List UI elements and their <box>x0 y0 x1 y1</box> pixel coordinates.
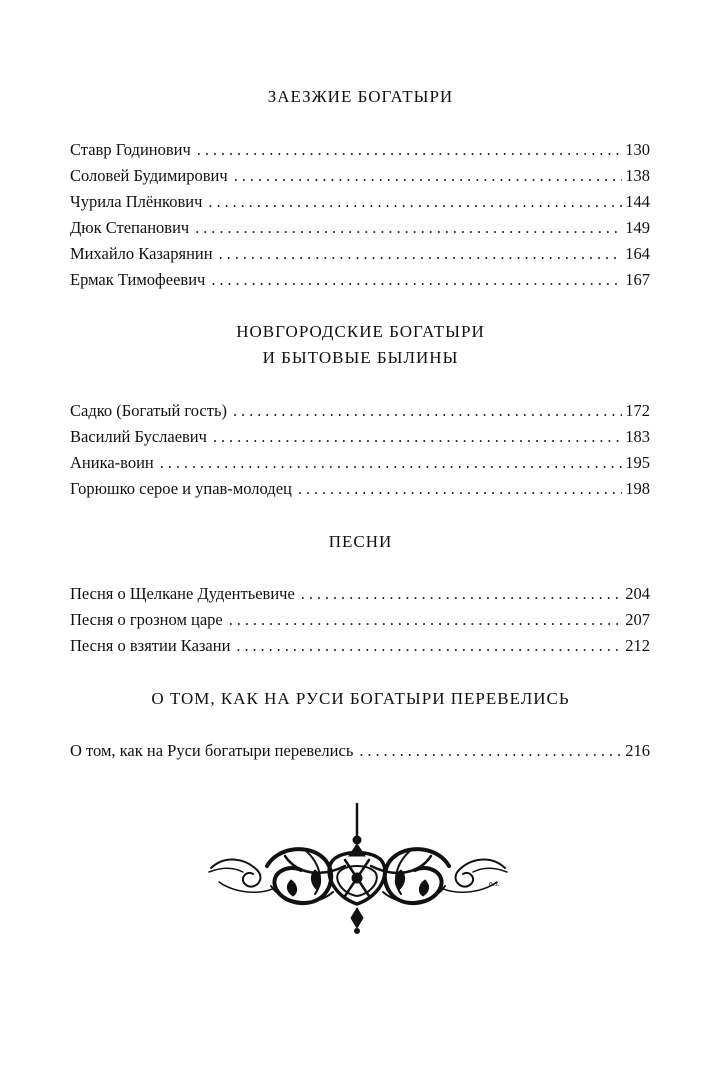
dot-leader <box>233 398 622 424</box>
toc-entry[interactable] <box>70 189 650 215</box>
dot-leader <box>234 163 623 189</box>
section-entries-o-tom <box>70 738 650 764</box>
toc-entry[interactable] <box>70 267 650 293</box>
section-title-zaezzhie: ЗАЕЗЖИЕ БОГАТЫРИ <box>267 87 454 106</box>
dot-leader <box>359 738 622 764</box>
toc-entry[interactable] <box>70 607 650 633</box>
toc-entry-page: 204 <box>625 584 650 603</box>
toc-entry[interactable] <box>70 581 650 607</box>
toc-entry-title: Чурила Плёнкович <box>70 192 203 211</box>
toc-entry[interactable] <box>70 633 650 659</box>
toc-entry-page: 212 <box>625 636 650 655</box>
toc-entry-page: 164 <box>625 244 650 263</box>
dot-leader <box>219 241 623 267</box>
toc-entry-title: Садко (Богатый гость) <box>70 401 227 420</box>
toc-entry-title: Аника-воин <box>70 453 154 472</box>
celtic-knot-ornament-icon <box>205 800 520 935</box>
section-entries-pesni <box>70 581 650 659</box>
toc-entry-page: 207 <box>625 610 650 629</box>
toc-entry[interactable] <box>70 424 650 450</box>
toc-entry[interactable] <box>70 398 650 424</box>
toc-entry-title: Дюк Степанович <box>70 218 190 237</box>
section-entries-zaezzhie <box>70 137 650 293</box>
toc-entry-page: 172 <box>625 401 650 420</box>
toc-entry-page: 144 <box>625 192 650 211</box>
toc-entry[interactable] <box>70 163 650 189</box>
toc-entry-title: Соловей Будимирович <box>70 166 228 185</box>
toc-entry-page: 149 <box>625 218 650 237</box>
toc-entry-title: Михайло Казарянин <box>70 244 213 263</box>
toc-entry-title: Горюшко серое и упав-молодец <box>70 479 292 498</box>
section-title-o-tom: О ТОМ, КАК НА РУСИ БОГАТЫРИ ПЕРЕВЕЛИСЬ <box>151 689 570 708</box>
dot-leader <box>236 633 622 659</box>
toc-entry-title: Песня о Щелкане Дудентьевиче <box>70 584 295 603</box>
dot-leader <box>208 189 622 215</box>
section-title-novgorodskie-line2: И БЫТОВЫЕ БЫЛИНЫ <box>262 348 459 367</box>
toc-entry-title: Ермак Тимофеевич <box>70 270 206 289</box>
toc-entry[interactable] <box>70 476 650 502</box>
toc-entry-title: Василий Буслаевич <box>70 427 207 446</box>
dot-leader <box>229 607 623 633</box>
dot-leader <box>195 215 622 241</box>
section-entries-novgorodskie <box>70 398 650 502</box>
dot-leader <box>160 450 623 476</box>
toc-entry-page: 167 <box>625 270 650 289</box>
toc-entry-page: 195 <box>625 453 650 472</box>
toc-entry-page: 130 <box>625 140 650 159</box>
toc-entry-page: 183 <box>625 427 650 446</box>
dot-leader <box>211 267 622 293</box>
dot-leader <box>213 424 622 450</box>
toc-entry[interactable] <box>70 241 650 267</box>
ornament-signature: е.з. <box>489 879 500 888</box>
section-title-pesni: ПЕСНИ <box>328 532 393 551</box>
toc-entry[interactable] <box>70 450 650 476</box>
section-title-novgorodskie-line1: НОВГОРОДСКИЕ БОГАТЫРИ <box>236 322 485 341</box>
toc-entry[interactable] <box>70 137 650 163</box>
toc-entry-title: Песня о грозном царе <box>70 610 223 629</box>
toc-entry-page: 198 <box>625 479 650 498</box>
toc-entry-title: О том, как на Руси богатыри перевелись <box>70 741 354 760</box>
toc-entry-page: 138 <box>625 166 650 185</box>
toc-entry-title: Ставр Годинович <box>70 140 191 159</box>
toc-entry-title: Песня о взятии Казани <box>70 636 231 655</box>
dot-leader <box>301 581 622 607</box>
toc-entry[interactable] <box>70 215 650 241</box>
toc-entry-page: 216 <box>625 741 650 760</box>
dot-leader <box>298 476 622 502</box>
toc-entry[interactable] <box>70 738 650 764</box>
dot-leader <box>197 137 622 163</box>
